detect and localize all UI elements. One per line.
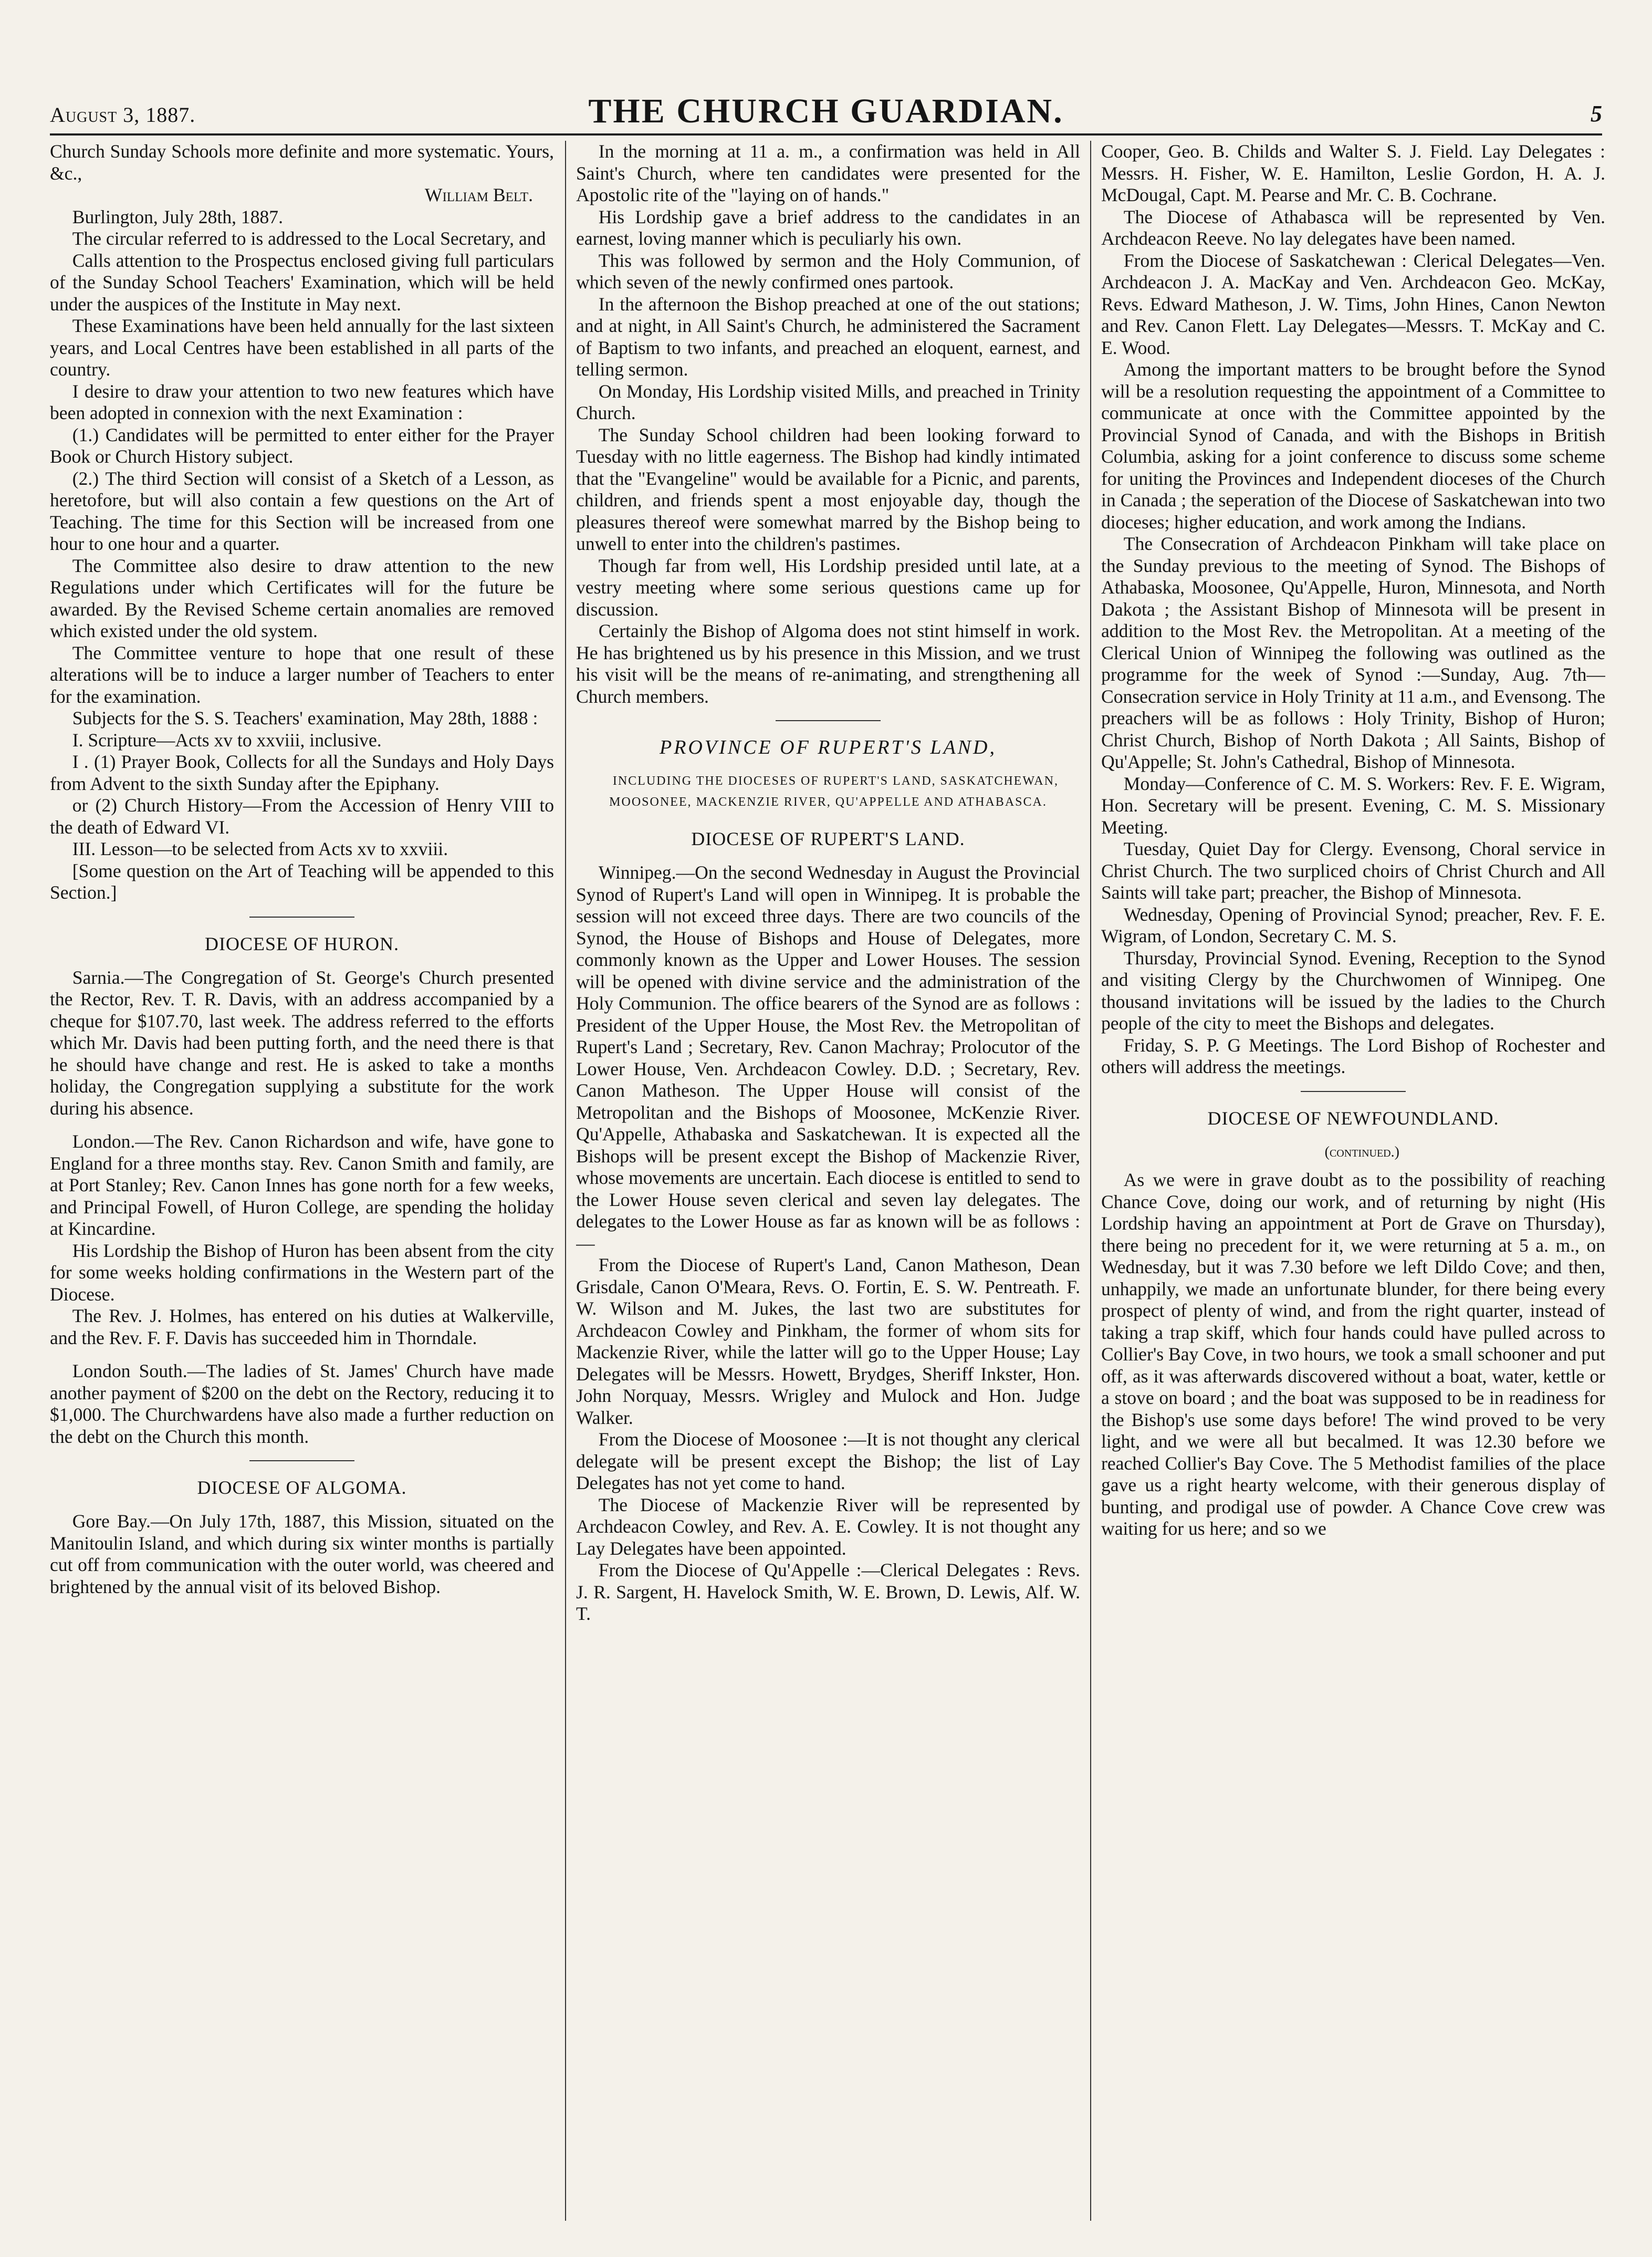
masthead (50, 89, 1602, 131)
paragraph: or (2) Church History—From the Accession of Henry VIII to the death of Edward VI. (50, 795, 554, 838)
paragraph: I . (1) Prayer Book, Collects for all the Sundays and Holy Days from Advent to the sixth Sunday after the Epiphany. (50, 751, 554, 794)
paragraph: London.—The Rev. Canon Richardson and wife, have gone to England for a three months stay. Rev. Canon Smith and family, are at Port Stanley; Rev. Canon Innes has gone north for a few weeks, and Principal Fowell, of Huron College, are spending the holiday at Kincardine. (50, 1131, 554, 1239)
paragraph: III. Lesson—to be selected from Acts xv to xxviii. (72, 838, 448, 859)
paragraph: The Sunday School children had been looking forward to Tuesday with no little eagerness. The Bishop had kindly intimated that the "Evangeline" would be available for a Picnic, and parents, children, and friends spent a most enjoyable day, though the pleasures thereof were somewhat marred by the Bishop being to unwell to enter into the children's pastimes. (576, 424, 1080, 554)
column-1 (50, 141, 554, 2221)
section-heading-province: PROVINCE OF RUPERT'S LAND, (660, 736, 997, 758)
section-rule (249, 917, 354, 918)
paragraph: Cooper, Geo. B. Childs and Walter S. J. Field. Lay Delegates : Messrs. H. Fisher, W. E. Hamilton, Leslie Gordon, H. A. J. McDougal, Capt. M. Pearse and Mr. C. B. Cochrane. (1101, 141, 1605, 205)
paragraph: Tuesday, Quiet Day for Clergy. Evensong, Choral service in Christ Church. The two surpliced choirs of Christ Church and All Saints will take part; preacher, the Bishop of Minnesota. (1101, 838, 1605, 903)
section-heading-ruperts-land: DIOCESE OF RUPERT'S LAND. (691, 828, 965, 849)
paragraph: Winnipeg.—On the second Wednesday in August the Provincial Synod of Rupert's Land will open in Winnipeg. It is probable the session will not exceed three days. There are two councils of the Synod, the House of Bishops and House of Delegates, more commonly known as the Upper and Lower Houses. The session will be opened with divine service and the administration of the Holy Communion. The office bearers of the Synod are as follows : President of the Upper House, the Most Rev. the Metropolitan of Rupert's Land ; Secretary, Rev. Canon Machray; Prolocutor of the Lower House, Ven. Archdeacon Cowley. D.D. ; Secretary, Rev. Canon Matheson. The Upper House will consist of the Metropolitan and the Bishops of Moosonee, McKenzie River. Qu'Appelle, Athabaska and Saskatchewan. It is expected all the Bishops will be present except the Bishop of Mackenzie River, whose movements are uncertain. Each diocese is entitled to send to the Lower House seven clerical and seven lay delegates. The delegates to the Lower House as far as known will be as follows :— (576, 862, 1080, 1254)
paragraph: The Consecration of Archdeacon Pinkham will take place on the Sunday previous to the meeting of Synod. The Bishops of Athabaska, Moosonee, Qu'Appelle, Huron, Minnesota, and North Dakota ; the Assistant Bishop of Minnesota will be present in addition to the Most Rev. the Metropolitan. At a meeting of the Clerical Union of Winnipeg the following was outlined as the programme for the week of Synod :—Sunday, Aug. 7th—Consecration service in Holy Trinity at 11 a.m., and Evensong. The preachers will be as follows : Holy Trinity, Bishop of Huron; Christ Church, Bishop of North Dakota ; All Saints, Bishop of Qu'Appelle; St. John's Cathedral, Bishop of Minnesota. (1101, 533, 1605, 772)
section-rule (249, 1460, 354, 1461)
paragraph: The Diocese of Mackenzie River will be represented by Archdeacon Cowley, and Rev. A. E. Cowley. It is not thought any Lay Delegates have been appointed. (576, 1494, 1080, 1559)
paragraph: From the Diocese of Saskatchewan : Clerical Delegates—Ven. Archdeacon J. A. MacKay and Ven. Archdeacon Geo. McKay, Revs. Edward Matheson, J. W. Tims, John Hines, Canon Newton and Rev. Canon Flett. Lay Delegates—Messrs. T. McKay and C. E. Wood. (1101, 249, 1605, 358)
paragraph: The Rev. J. Holmes, has entered on his duties at Walkerville, and the Rev. F. F. Davis has succeeded him in Thorndale. (50, 1305, 554, 1348)
newspaper-title: THE CHURCH GUARDIAN. (588, 92, 1064, 130)
paragraph: From the Diocese of Moosonee :—It is not thought any clerical delegate will be present except the Bishop; the list of Lay Delegates has not yet come to hand. (576, 1429, 1080, 1493)
continued-label: (continued.) (1324, 1143, 1399, 1160)
paragraph: I. Scripture—Acts xv to xxviii, inclusive. (72, 729, 382, 751)
paragraph: London South.—The ladies of St. James' Church have made another payment of $200 on the debt on the Rectory, reducing it to $1,000. The Churchwardens have also made a further reduction on the debt on the Church this month. (50, 1360, 554, 1447)
paragraph: Among the important matters to be brought before the Synod will be a resolution requesting the appointment of a Committee to communicate at once with the Committee appointed by the Provincial Synod of Canada, and with the Bishops in British Columbia, asking for a joint conference to discuss some scheme for uniting the Provinces and Independent dioceses of the Church in Canada ; the seperation of the Diocese of Saskatchewan into two dioceses; higher education, and work among the Indians. (1101, 359, 1605, 533)
section-rule (1301, 1091, 1406, 1092)
paragraph: On Monday, His Lordship visited Mills, and preached in Trinity Church. (576, 380, 1080, 423)
paragraph: Friday, S. P. G Meetings. The Lord Bishop of Rochester and others will address the meetings. (1101, 1034, 1605, 1077)
column-3 (1101, 141, 1605, 2221)
paragraph: These Examinations have been held annually for the last sixteen years, and Local Centres have been established in all parts of the country. (50, 315, 554, 380)
paragraph: His Lordship gave a brief address to the candidates in an earnest, loving manner which is peculiarly his own. (576, 206, 1080, 249)
paragraph: The Committee venture to hope that one result of these alterations will be to induce a larger number of Teachers to enter for the examination. (50, 642, 554, 707)
column-2 (576, 141, 1080, 2221)
paragraph: Wednesday, Opening of Provincial Synod; preacher, Rev. F. E. Wigram, of London, Secretary C. M. S. (1101, 903, 1605, 947)
paragraph: As we were in grave doubt as to the possibility of reaching Chance Cove, doing our work, and of returning by night (His Lordship having an appointment at Port de Grave on Thursday), there being no precedent for it, we were returning at 5 a. m., on Wednesday, but it was 7.30 before we left Dildo Cove; and then, unhappily, we made an unfortunate blunder, for there being every prospect of plenty of wind, and from the right quarter, instead of taking a trap skiff, which four hands could have pulled across to Collier's Bay Cove, in two hours, we took a small schooner and put off, as it was afterwards discovered without a boat, water, kettle or a stove on board ; and the boat was supposed to be in readiness for the Bishop's use some days before! The wind proved to be very light, and we were all but becalmed. It was 12.30 before we reached Collier's Bay Cove. The 5 Methodist families of the place gave us a right hearty welcome, with their generous display of bunting, and prodigal use of powder. A Chance Cove crew was waiting for us here; and so we (1101, 1169, 1605, 1539)
paragraph: Calls attention to the Prospectus enclosed giving full particulars of the Sunday School Teachers' Examination, which will be held under the auspices of the Institute in May next. (50, 249, 554, 315)
section-heading-algoma: DIOCESE OF ALGOMA. (197, 1477, 407, 1498)
paragraph: This was followed by sermon and the Holy Communion, of which seven of the newly confirmed ones partook. (576, 249, 1080, 293)
paragraph: His Lordship the Bishop of Huron has been absent from the city for some weeks holding confirmations in the Western part of the Diocese. (50, 1240, 554, 1305)
paragraph: Monday—Conference of C. M. S. Workers: Rev. F. E. Wigram, Hon. Secretary will be present. Evening, C. M. S. Missionary Meeting. (1101, 773, 1605, 838)
section-subheading: INCLUDING THE DIOCESES OF RUPERT'S LAND, SASKATCHEWAN, MOOSONEE, MACKENZIE RIVER, QU'APPELLE AND ATHABASCA. (609, 774, 1059, 809)
paragraph: Thursday, Provincial Synod. Evening, Reception to the Synod and visiting Clergy by the Churchwomen of Winnipeg. One thousand invitations will be issued by the ladies to the Church people of the city to meet the Bishops and delegates. (1101, 947, 1605, 1034)
paragraph: [Some question on the Art of Teaching will be appended to this Section.] (50, 860, 554, 903)
paragraph: The Diocese of Athabasca will be represented by Ven. Archdeacon Reeve. No lay delegates have been named. (1101, 206, 1605, 249)
letter-signature: William Belt. (424, 184, 533, 205)
paragraph: Subjects for the S. S. Teachers' examination, May 28th, 1888 : (72, 708, 538, 729)
issue-date: August 3, 1887. (50, 103, 196, 127)
section-heading-huron: DIOCESE OF HURON. (204, 933, 400, 954)
section-heading-newfoundland: DIOCESE OF NEWFOUNDLAND. (1207, 1107, 1499, 1129)
paragraph: Certainly the Bishop of Algoma does not stint himself in work. He has brightened us by his presence in this Mission, and we trust his visit will be the means of re-animating, and strengthening all Church members. (576, 620, 1080, 707)
paragraph: (1.) Candidates will be permitted to enter either for the Prayer Book or Church History subject. (50, 424, 554, 467)
masthead-rule (50, 133, 1602, 136)
paragraph: From the Diocese of Rupert's Land, Canon Matheson, Dean Grisdale, Canon O'Meara, Revs. O. Fortin, E. S. W. Pentreath. F. W. Wilson and M. Jukes, the last two are substitutes for Archdeacon Cowley and Pinkham, the former of whom sits for Mackenzie River, while the latter will go to the Upper House; Lay Delegates will be Messrs. Howett, Brydges, Sheriff Inkster, Hon. John Norquay, Messrs. Wrigley and Mulock and Hon. Judge Walker. (576, 1254, 1080, 1428)
column-divider (565, 141, 566, 2221)
paragraph: I desire to draw your attention to two new features which have been adopted in connexion with the next Examination : (50, 380, 554, 423)
paragraph: In the morning at 11 a. m., a confirmation was held in All Saint's Church, where ten candidates were presented for the Apostolic rite of the "laying on of hands." (576, 141, 1080, 205)
letter-closing: Church Sunday Schools more definite and more systematic. Yours, &c., (50, 141, 554, 184)
paragraph: Gore Bay.—On July 17th, 1887, this Mission, situated on the Manitoulin Island, and which during six winter months is partially cut off from communication with the outer world, was cheered and brightened by the annual visit of its beloved Bishop. (50, 1511, 554, 1597)
column-divider (1090, 141, 1091, 2221)
section-rule (776, 720, 881, 721)
paragraph: In the afternoon the Bishop preached at one of the out stations; and at night, in All Saint's Church, he administered the Sacrament of Baptism to two infants, and preached an eloquent, earnest, and telling sermon. (576, 293, 1080, 380)
paragraph: The Committee also desire to draw attention to the new Regulations under which Certificates will for the future be awarded. By the Revised Scheme certain anomalies are removed which existed under the old system. (50, 555, 554, 641)
paragraph: (2.) The third Section will consist of a Sketch of a Lesson, as heretofore, but will also contain a few questions on the Art of Teaching. The time for this Section will be increased from one hour to one hour and a quarter. (50, 467, 554, 554)
paragraph: The circular referred to is addressed to the Local Secretary, and (72, 228, 546, 249)
page-number: 5 (1591, 101, 1602, 127)
paragraph: Though far from well, His Lordship presided until late, at a vestry meeting where some serious questions came up for discussion. (576, 555, 1080, 620)
paragraph: Sarnia.—The Congregation of St. George's Church presented the Rector, Rev. T. R. Davis, with an address accompanied by a cheque for $107.70, last week. The address referred to the efforts which Mr. Davis had been putting forth, and the need there is that he should have change and rest. He is asked to take a months holiday, the Congregation supplying a substitute for the work during his absence. (50, 966, 554, 1119)
letter-place-date: Burlington, July 28th, 1887. (72, 206, 283, 227)
paragraph: From the Diocese of Qu'Appelle :—Clerical Delegates : Revs. J. R. Sargent, H. Havelock Smith, W. E. Brown, D. Lewis, Alf. W. T. (576, 1559, 1080, 1624)
